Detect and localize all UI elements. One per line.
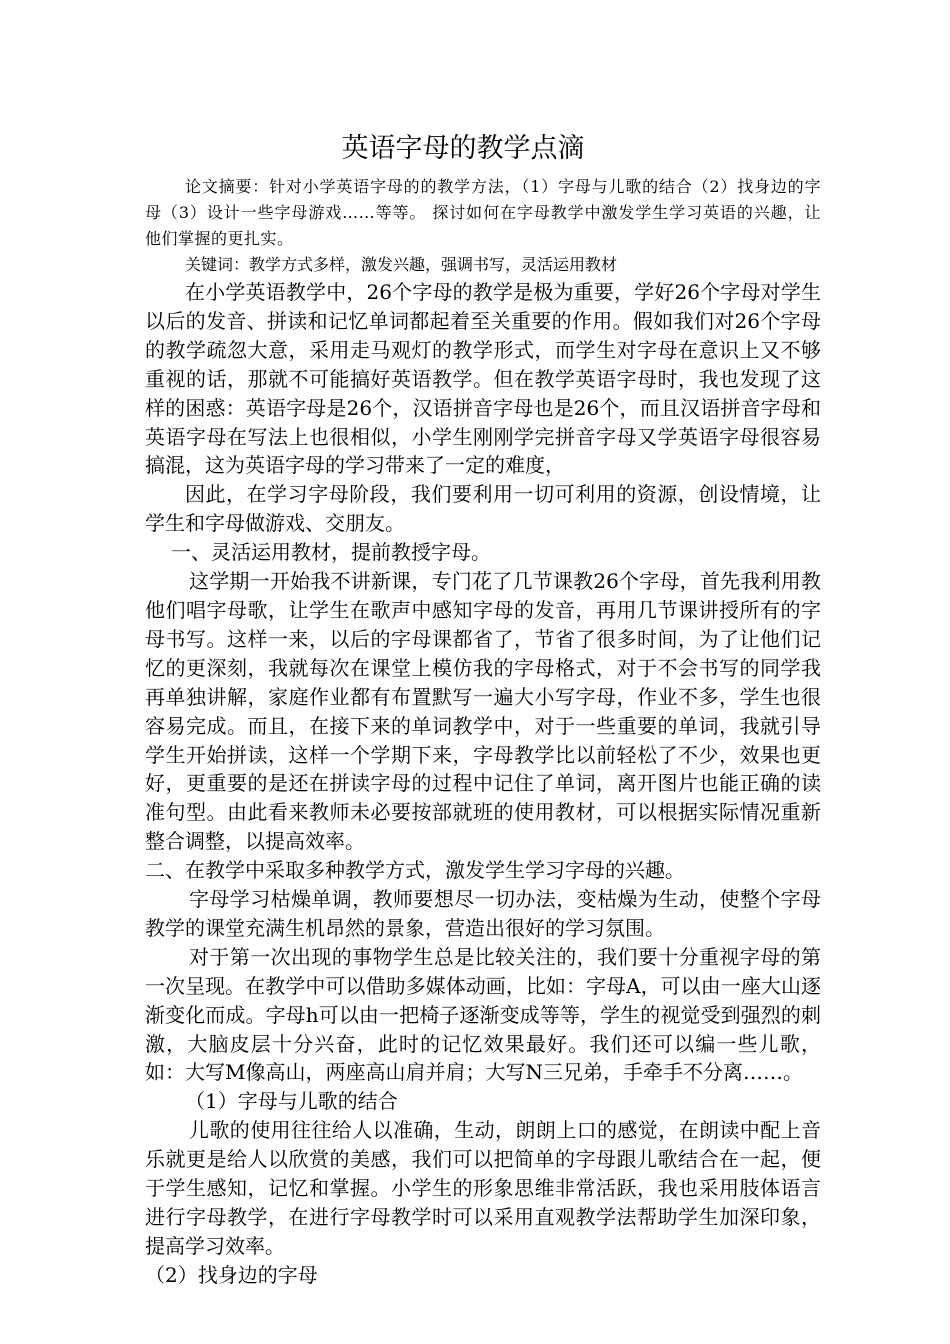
section-heading-1: 一、灵活运用教材，提前教授字母。 xyxy=(171,540,491,565)
paragraph-intro: 在小学英语教学中，26个字母的教学是极为重要，学好26个字母对学生以后的发音、拼读和记忆单词都起着至关重要的作用。假如我们对26个字母的教学疏忽大意，采用走马观灯的教学形式，而学生对字母在意识上又不够重视的话，那就不可能搞好英语教学。但在教学英语字母时，我也发现了这样的困惑：英语字母是26个，汉语拼音字母也是26个，而且汉语拼音字母和英语字母在写法上也很相似，小学生刚刚学完拼音字母又学英语字母很容易搞混，这为英语字母的学习带来了一定的难度， xyxy=(145,280,821,478)
document-page xyxy=(145,132,821,1290)
subheading-1: （1）字母与儿歌的结合 xyxy=(185,1089,398,1114)
abstract: 论文摘要：针对小学英语字母的的教学方法，（1）字母与儿歌的结合（2）找身边的字母（3）设计一些字母游戏……等等。 探讨如何在字母教学中激发学生学习英语的兴趣，让他们掌握的更扎实。 xyxy=(145,177,821,248)
paragraph-therefore: 因此，在学习字母阶段，我们要利用一切可利用的资源，创设情境，让学生和字母做游戏、交朋友。 xyxy=(145,482,821,536)
paragraph-section-1: 这学期一开始我不讲新课，专门花了几节课教26个字母，首先我利用教他们唱字母歌，让学生在歌声中感知字母的发音，再用几节课讲授所有的字母书写。这样一来，以后的字母课都省了，节省了很多时间，为了让他们记忆的更深刻，我就每次在课堂上模仿我的字母格式，对于不会书写的同学我再单独讲解，家庭作业都有布置默写一遍大小写字母，作业不多，学生也很容易完成。而且，在接下来的单词教学中，对于一些重要的单词，我就引导学生开始拼读，这样一个学期下来，字母教学比以前轻松了不少，效果也更好，更重要的是还在拼读字母的过程中记住了单词，离开图片也能正确的读准句型。由此看来教师未必要按部就班的使用教材，可以根据实际情况重新整合调整，以提高效率。 xyxy=(145,569,821,854)
subheading-2: （2）找身边的字母 xyxy=(145,1262,318,1287)
paragraph-section-2a: 字母学习枯燥单调，教师要想尽一切办法，变枯燥为生动，使整个字母教学的课堂充满生机昂然的景象，营造出很好的学习氛围。 xyxy=(145,887,821,940)
keywords: 关键词：教学方式多样，激发兴趣，强调书写，灵活运用教材 xyxy=(185,255,618,274)
paragraph-songs: 儿歌的使用往往给人以准确，生动，朗朗上口的感觉，在朗读中配上音乐就更是给人以欣赏的美感，我们可以把简单的字母跟儿歌结合在一起，便于学生感知，记忆和掌握。小学生的形象思维非常活跃，我也采用肢体语言进行字母教学，在进行字母教学时可以采用直观教学法帮助学生加深印象，提高学习效率。 xyxy=(145,1118,821,1258)
paragraph-section-2b: 对于第一次出现的事物学生总是比较关注的，我们要十分重视字母的第一次呈现。在教学中可以借助多媒体动画，比如：字母A，可以由一座大山逐渐变化而成。字母h可以由一把椅子逐渐变成等等，学生的视觉受到强烈的刺激，大脑皮层十分兴奋，此时的记忆效果最好。我们还可以编一些儿歌，如：大写M像高山，两座高山肩并肩；大写N三兄弟，手牵手不分离……。 xyxy=(145,944,821,1085)
section-heading-2: 二、在教学中采取多种教学方式，激发学生学习字母的兴趣。 xyxy=(145,858,685,883)
document-title: 英语字母的教学点滴 xyxy=(341,133,585,164)
